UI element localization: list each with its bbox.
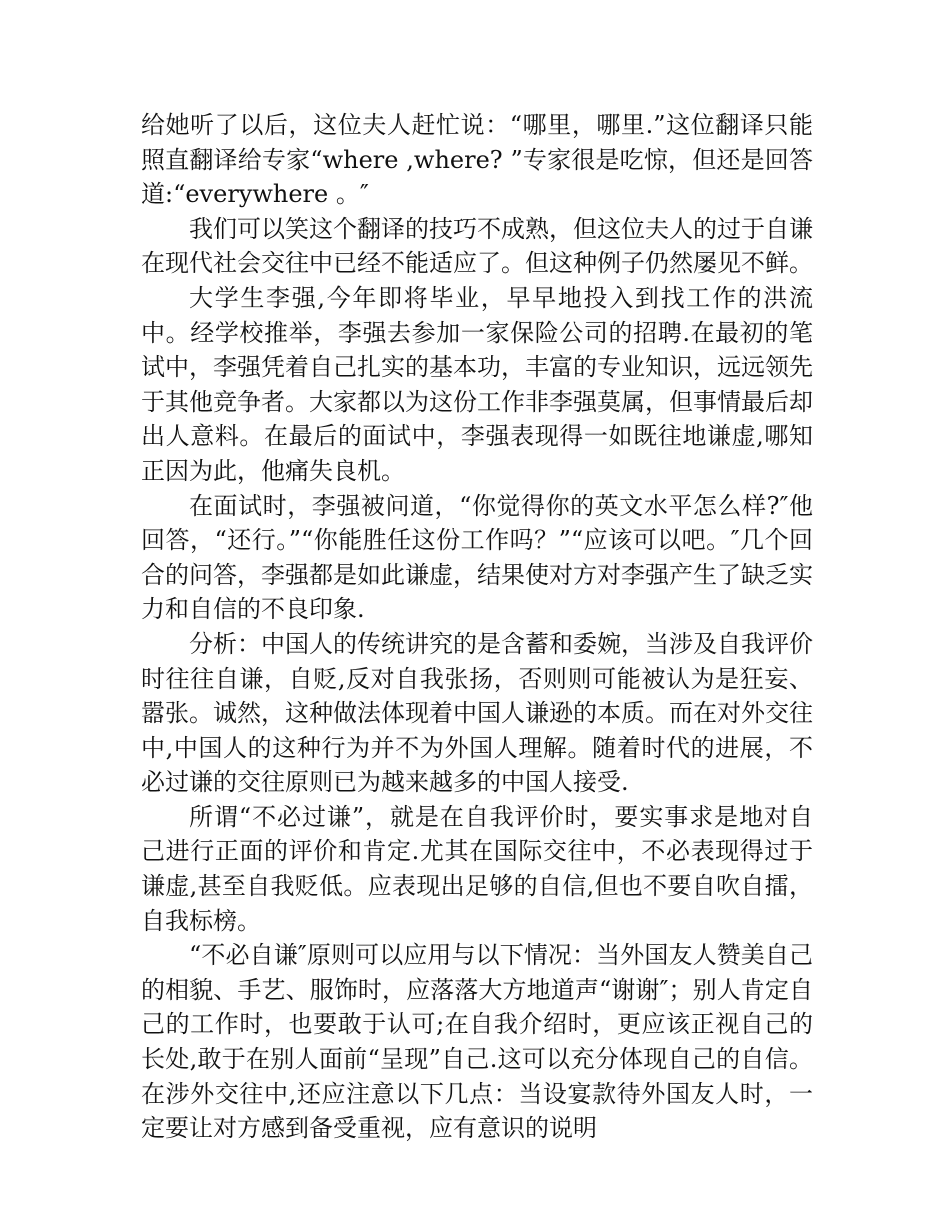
paragraph-5: 分析：中国人的传统讲究的是含蓄和委婉，当涉及自我评价时往往自谦，自贬,反对自我张扬，否则则可能被认为是狂妄、嚣张。诚然，这种做法体现着中国人谦逊的本质。而在对外交往中,中国人的这种行为并不为外国人理解。随着时代的进展，不必过谦的交往原则已为越来越多的中国人接受. — [141, 629, 813, 797]
paragraph-7: “不必自谦″原则可以应用与以下情况：当外国友人赞美自己的相貌、手艺、服饰时，应落落大方地道声“谢谢″；别人肯定自己的工作时，也要敢于认可;在自我介绍时，更应该正视自己的长处,敢于在别人面前“呈现”自己.这可以充分体现自己的自信。在涉外交往中,还应注意以下几点：当设宴款待外国友人时，一定要让对方感到备受重视，应有意识的说明 — [141, 941, 813, 1143]
paragraph-4: 在面试时，李强被问道，“你觉得你的英文水平怎么样?″他回答，“还行。”“你能胜任这份工作吗？”“应该可以吧。″几个回合的问答，李强都是如此谦虚，结果使对方对李强产生了缺乏实力和自信的不良印象. — [141, 491, 813, 624]
paragraph-3: 大学生李强,今年即将毕业，早早地投入到找工作的洪流中。经学校推举，李强去参加一家保险公司的招聘.在最初的笔试中，李强凭着自己扎实的基本功，丰富的专业知识，远远领先于其他竞争者。大家都以为这份工作非李强莫属，但事情最后却出人意料。在最后的面试中，李强表现得一如既往地谦虚,哪知正因为此，他痛失良机。 — [141, 283, 813, 485]
document-page — [141, 108, 813, 1146]
paragraph-2: 我们可以笑这个翻译的技巧不成熟，但这位夫人的过于自谦在现代社会交往中已经不能适应了。但这种例子仍然屡见不鲜。 — [141, 214, 813, 278]
paragraph-1: 给她听了以后，这位夫人赶忙说：“哪里，哪里.”这位翻译只能照直翻译给专家“where ,where? ”专家很是吃惊，但还是回答道:“everywhere 。″ — [141, 111, 813, 209]
paragraph-6: 所谓“不必过谦”，就是在自我评价时，要实事求是地对自己进行正面的评价和肯定.尤其在国际交往中，不必表现得过于谦虚,甚至自我贬低。应表现出足够的自信,但也不要自吹自擂，自我标榜。 — [141, 802, 813, 935]
